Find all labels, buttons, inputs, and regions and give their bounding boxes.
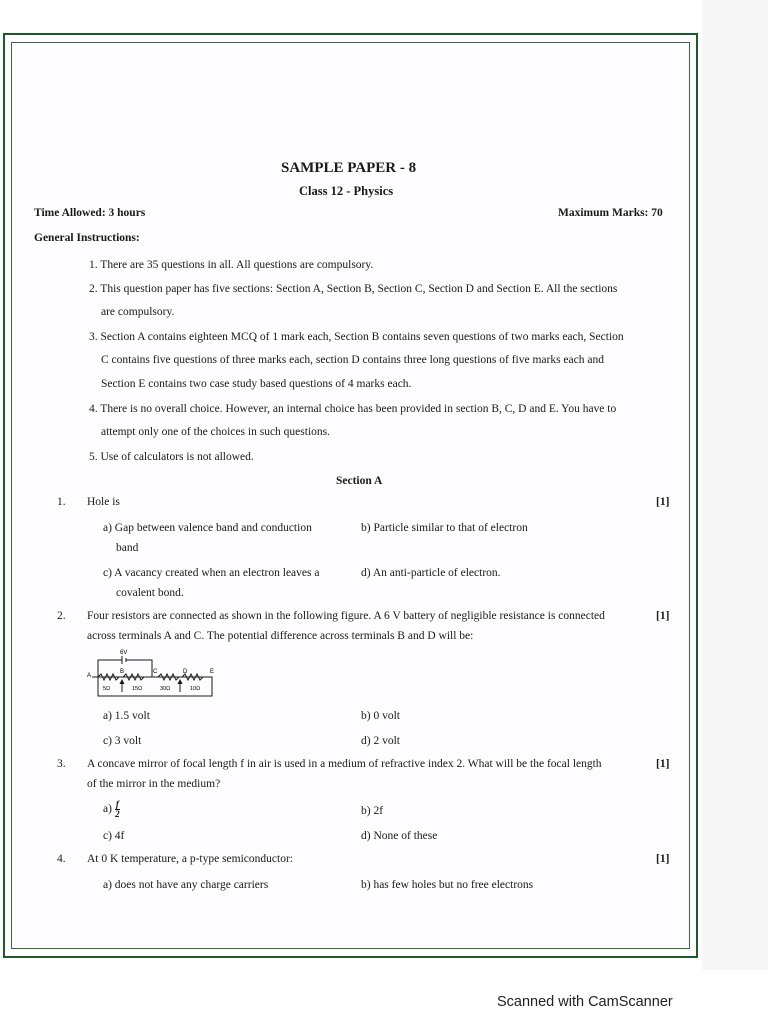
question-number: 4. [57,853,66,865]
resistor-30-label: 30Ω [160,686,171,692]
circuit-figure [86,647,218,699]
question-number: 1. [57,496,66,508]
question-text: Four resistors are connected as shown in the following figure. A 6 V battery of negligible resistance is connected [87,610,605,622]
maximum-marks: Maximum Marks: 70 [558,207,663,219]
option-a: a) Gap between valence band and conduction [103,522,312,534]
general-instructions-heading: General Instructions: [34,232,140,244]
option-c-continuation: covalent bond. [116,587,184,599]
node-d-label: D [183,669,188,675]
node-b-label: B [120,669,125,675]
instruction-item-continuation: attempt only one of the choices in such questions. [101,426,330,438]
question-number: 2. [57,610,66,622]
option-a: a) 1.5 volt [103,710,150,722]
node-c-label: C [153,669,158,675]
resistor-10-label: 10Ω [190,686,201,692]
node-a-label: A [87,673,92,679]
question-marks: [1] [656,610,670,622]
instruction-item: 2. This question paper has five sections: Section A, Section B, Section C, Section D and Section E. All the sections [89,283,618,295]
question-marks: [1] [656,853,670,865]
instruction-item-continuation: C contains five questions of three marks each, section D contains three long questions of five marks each and [101,354,604,366]
option-a-continuation: band [116,542,139,554]
option-b: b) 2f [361,805,384,817]
question-number: 3. [57,758,66,770]
instruction-item-continuation: are compulsory. [101,306,175,318]
question-text: At 0 K temperature, a p-type semiconductor: [87,853,293,865]
fraction-numerator: f [115,799,119,809]
question-text: Hole is [87,496,120,508]
option-a-prefix: a) [103,803,112,816]
option-d: d) An anti-particle of electron. [361,567,501,579]
instruction-item-continuation: Section E contains two case study based questions of 4 marks each. [101,378,412,390]
option-c: c) 3 volt [103,735,142,747]
time-allowed: Time Allowed: 3 hours [34,207,146,219]
fraction-denominator: 2 [115,809,120,819]
question-text-continuation: of the mirror in the medium? [87,778,221,790]
instruction-item: 5. Use of calculators is not allowed. [89,451,254,463]
question-marks: [1] [656,758,670,770]
option-b: b) 0 volt [361,710,400,722]
option-a: a) does not have any charge carriers [103,879,269,891]
scanner-watermark: Scanned with CamScanner [497,994,673,1010]
instruction-item: 4. There is no overall choice. However, an internal choice has been provided in section B, C, D and E. You have to [89,403,617,415]
option-c: c) 4f [103,830,125,842]
resistor-5-label: 5Ω [103,686,111,692]
option-b: b) Particle similar to that of electron [361,522,528,534]
option-d: d) None of these [361,830,438,842]
fraction-f-over-2 [115,800,120,819]
option-b: b) has few holes but no free electrons [361,879,534,891]
node-e-label: E [210,669,215,675]
question-marks: [1] [656,496,670,508]
option-a [103,800,120,819]
option-d: d) 2 volt [361,735,400,747]
section-a-heading: Section A [336,475,383,487]
instruction-item: 3. Section A contains eighteen MCQ of 1 mark each, Section B contains seven questions of two marks each, Section [89,331,624,343]
instruction-item: 1. There are 35 questions in all. All questions are compulsory. [89,259,374,271]
paper-title: SAMPLE PAPER - 8 [281,160,417,176]
paper-subtitle: Class 12 - Physics [299,184,394,198]
resistor-15-label: 15Ω [132,686,143,692]
option-c: c) A vacancy created when an electron leaves a [103,567,320,579]
battery-label: 6V [120,650,128,656]
question-text-continuation: across terminals A and C. The potential difference across terminals B and D will be: [87,630,474,642]
question-text: A concave mirror of focal length f in air is used in a medium of refractive index 2. What will be the focal length [87,758,602,770]
